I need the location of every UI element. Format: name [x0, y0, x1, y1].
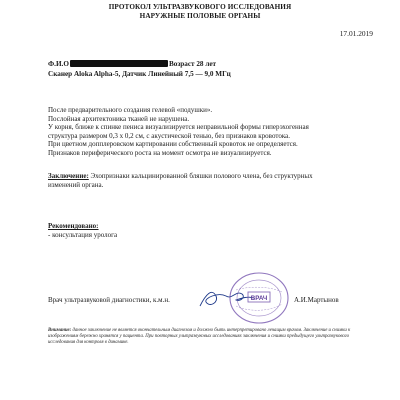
exam-date: 17.01.2019	[339, 29, 373, 38]
recommendation-item: - консультация уролога	[48, 230, 118, 239]
patient-age: Возраст 28 лет	[168, 60, 217, 68]
footnote-label: Внимание:	[48, 328, 72, 333]
conclusion-label: Заключение:	[48, 172, 89, 180]
conclusion-block	[48, 172, 313, 189]
findings-line: При цветном допплеровском картировании собственный кровоток не определяется.	[48, 140, 298, 149]
findings-line: структура размером 0,3 х 0,2 см, с акустической тенью, без признаков кровотока.	[48, 131, 290, 140]
conclusion-text-cont: изменений органа.	[48, 180, 104, 189]
findings-line: У корня, ближе к спинке пениса визуализируется неправильной формы гиперэхогенная	[48, 123, 309, 132]
findings-block	[48, 106, 309, 158]
scanner-info: Сканер Aloka Alpha-5, Датчик Линейный 7,5 — 9,0 МГц	[48, 70, 231, 78]
footnote	[48, 328, 362, 347]
findings-line: Послойная архитектоника тканей не нарушена.	[48, 114, 190, 123]
official-stamp	[228, 270, 290, 326]
recommendation-label: Рекомендовано:	[48, 222, 99, 230]
patient-line	[48, 60, 216, 68]
stamp-text: ВРАЧ	[250, 295, 268, 302]
recommendation-block	[48, 222, 117, 239]
doctor-name: А.И.Мартынов	[294, 296, 339, 304]
redacted-name-block	[70, 60, 168, 67]
protocol-title: ПРОТОКОЛ УЛЬТРАЗВУКОВОГО ИССЛЕДОВАНИЯ	[108, 3, 292, 11]
patient-fio-label: Ф.И.О	[48, 60, 69, 68]
findings-line: После предварительного создания гелевой «подушки».	[48, 106, 213, 114]
protocol-subtitle: НАРУЖНЫЕ ПОЛОВЫЕ ОРГАНЫ	[139, 12, 261, 20]
doctor-role: Врач ультразвуковой диагностики, к.м.н.	[48, 296, 170, 304]
conclusion-text: Эхопризнаки кальцинированной бляшки полового члена, без структурных	[88, 172, 313, 180]
footnote-text: данное заключение не является окончательным диагнозом и должно быть интерпретировано лечащим врачом. Заключение и снимки к изображениям бережно хранятся у пациента. При повторных ультразвуковых исследованиях заключения и снимки предыдущего ультразвукового исследования для контроля в динамике.	[48, 328, 351, 346]
findings-line: Признаков периферического роста на момент осмотра не визуализируется.	[48, 148, 272, 157]
